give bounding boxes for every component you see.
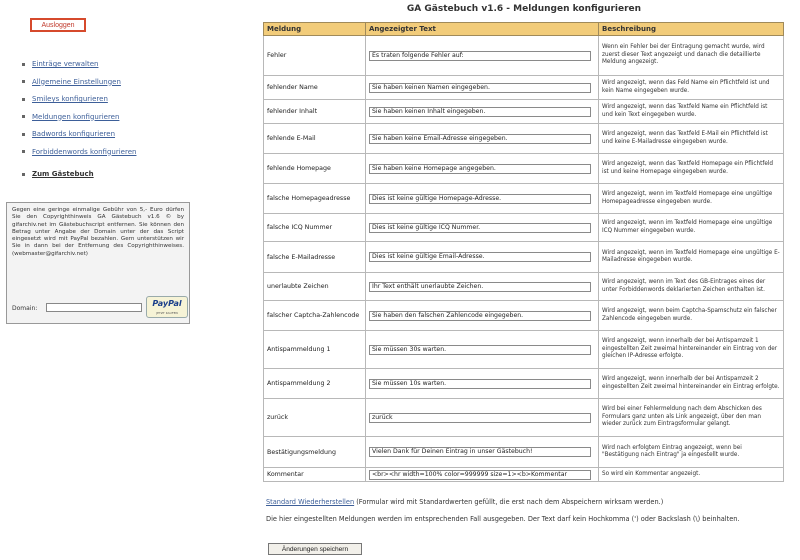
message-name: fehlende E-Mail — [264, 124, 366, 154]
nav-item-badwords — [22, 126, 136, 144]
message-name: fehlende Homepage — [264, 154, 366, 184]
nav-link-smileys[interactable]: Smileys konfigurieren — [32, 95, 108, 103]
restore-note: (Formular wird mit Standardwerten gefüllt, die erst nach dem Abspeichern wirksam werden.) — [354, 498, 664, 506]
domain-label: Domain: — [12, 305, 38, 312]
table-row — [264, 301, 784, 331]
bullet-icon — [22, 133, 25, 136]
message-text-input[interactable]: Vielen Dank für Deinen Eintrag in unser Gästebuch! — [369, 447, 591, 457]
message-text-input[interactable]: Sie haben keinen Inhalt eingegeben. — [369, 107, 591, 117]
header-message: Meldung — [264, 23, 366, 36]
bullet-icon — [22, 115, 25, 118]
message-text-cell — [366, 468, 599, 482]
message-text-cell — [366, 100, 599, 124]
message-text-cell — [366, 242, 599, 273]
table-row — [264, 468, 784, 482]
nav-link-forbiddenwords[interactable]: Forbiddenwords konfigurieren — [32, 147, 137, 156]
message-name: Bestätigungsmeldung — [264, 437, 366, 468]
bullet-icon — [22, 63, 25, 66]
page-title: GA Gästebuch v1.6 - Meldungen konfigurieren — [406, 4, 642, 14]
message-text-input[interactable]: Dies ist keine gültige Email-Adresse. — [369, 252, 591, 262]
footer — [266, 498, 782, 523]
nav-link-entries[interactable]: Einträge verwalten — [32, 60, 99, 68]
message-description: Wird angezeigt, wenn das Feld Name ein Pflichtfeld ist und kein Name eingegeben wurde. — [599, 76, 784, 100]
paypal-logo: PayPal — [152, 299, 182, 308]
message-text-input[interactable]: Dies ist keine gültige ICQ Nummer. — [369, 223, 591, 233]
table-row — [264, 399, 784, 437]
nav-item-smileys — [22, 91, 136, 109]
message-name: falsche ICQ Nummer — [264, 214, 366, 242]
message-description: Wird angezeigt, wenn das Textfeld E-Mail ein Pflichtfeld ist und keine E-Mailadresse eingegeben wurde. — [599, 124, 784, 154]
nav-item-entries — [22, 56, 136, 74]
admin-nav — [22, 56, 136, 161]
message-description: Wird angezeigt, wenn im Textfeld Homepage eine ungültige E-Mailadresse eingegeben wurde. — [599, 242, 784, 273]
message-name: Antispammeldung 2 — [264, 369, 366, 399]
message-text-input[interactable]: Sie haben keine Homepage angegeben. — [369, 164, 591, 174]
message-description: Wird angezeigt, wenn innerhalb der bei Antispamzeit 2 eingestellten Zeit zweimal hintereinander ein Eintrag erfolgte. — [599, 369, 784, 399]
message-name: fehlender Inhalt — [264, 100, 366, 124]
message-text-input[interactable]: Sie haben den falschen Zahlencode eingegeben. — [369, 311, 591, 321]
domain-input[interactable] — [46, 303, 142, 312]
message-name: falscher Captcha-Zahlencode — [264, 301, 366, 331]
bullet-icon — [22, 173, 25, 176]
message-text-cell — [366, 154, 599, 184]
message-text-input[interactable]: Sie müssen 30s warten. — [369, 345, 591, 355]
table-header-row — [264, 23, 784, 36]
nav-item-forbiddenwords — [22, 144, 136, 162]
nav-link-messages[interactable]: Meldungen konfigurieren — [32, 112, 120, 121]
message-text-cell — [366, 369, 599, 399]
message-name: Antispammeldung 1 — [264, 331, 366, 369]
message-text-input[interactable]: Es traten folgende Fehler auf: — [369, 51, 591, 61]
header-description: Beschreibung — [599, 23, 784, 36]
table-row — [264, 100, 784, 124]
message-text-cell — [366, 36, 599, 76]
paypal-subtitle: JETZT KAUFEN — [156, 311, 178, 315]
message-text-input[interactable]: Sie haben keine Email-Adresse eingegeben. — [369, 134, 591, 144]
message-description: So wird ein Kommentar angezeigt. — [599, 468, 784, 482]
back-to-guestbook-link[interactable]: Zum Gästebuch — [32, 170, 94, 178]
message-description: Wird angezeigt, wenn das Textfeld Name ein Pflichtfeld ist und kein Text eingegeben wurde. — [599, 100, 784, 124]
message-description: Wird bei einer Fehlermeldung nach dem Abschicken des Formulars ganz unten als Link angezeigt, über den man wieder zurück zum Eintragsformular gelangt. — [599, 399, 784, 437]
message-text-cell — [366, 76, 599, 100]
message-description: Wird angezeigt, wenn das Textfeld Homepage ein Pflichtfeld ist und keine Homepage eingegeben wurde. — [599, 154, 784, 184]
table-row — [264, 154, 784, 184]
message-text-cell — [366, 331, 599, 369]
message-text-cell — [366, 437, 599, 468]
message-name: falsche E-Mailadresse — [264, 242, 366, 273]
message-name: fehlender Name — [264, 76, 366, 100]
message-text-cell — [366, 301, 599, 331]
message-description: Wird angezeigt, wenn im Text des GB-Eintrages eines der unter Forbiddenwords deklarierten Zeichen enthalten ist. — [599, 273, 784, 301]
donation-box — [6, 202, 190, 324]
header-displayed-text: Angezeigter Text — [366, 23, 599, 36]
message-description: Wird angezeigt, wenn im Textfeld Homepage eine ungültige Homepageadresse eingegeben wurde. — [599, 184, 784, 214]
nav-link-general-settings[interactable]: Allgemeine Einstellungen — [32, 77, 121, 86]
message-text-input[interactable]: Sie müssen 10s warten. — [369, 379, 591, 389]
table-row — [264, 184, 784, 214]
back-to-guestbook — [22, 170, 94, 178]
message-name: unerlaubte Zeichen — [264, 273, 366, 301]
table-row — [264, 124, 784, 154]
message-name: Kommentar — [264, 468, 366, 482]
nav-link-badwords[interactable]: Badwords konfigurieren — [32, 130, 116, 138]
table-row — [264, 331, 784, 369]
bullet-icon — [22, 150, 25, 153]
table-row — [264, 369, 784, 399]
message-text-input[interactable]: <br><hr width=100% color=999999 size=1><b>Kommentar — [369, 470, 591, 480]
message-name: Fehler — [264, 36, 366, 76]
nav-item-general-settings — [22, 74, 136, 92]
table-row — [264, 214, 784, 242]
message-text-cell — [366, 124, 599, 154]
message-text-input[interactable]: Sie haben keinen Namen eingegeben. — [369, 83, 591, 93]
hint-text: Die hier eingestellten Meldungen werden im entsprechenden Fall ausgegeben. Der Text darf kein Hochkomma (') oder Backslash (\) beinhalten. — [266, 515, 740, 523]
bullet-icon — [22, 80, 25, 83]
restore-row — [266, 498, 782, 506]
table-row — [264, 437, 784, 468]
message-description: Wird angezeigt, wenn innerhalb der bei Antispamzeit 1 eingestellten Zeit zweimal hintereinander ein Eintrag von der gleichen IP-Adresse erfolgte. — [599, 331, 784, 369]
message-description: Wenn ein Fehler bei der Eintragung gemacht wurde, wird zuerst dieser Text angezeigt und danach die detaillierte Meldung angezeigt. — [599, 36, 784, 76]
nav-item-messages — [22, 109, 136, 127]
message-text-cell — [366, 399, 599, 437]
message-name: falsche Homepageadresse — [264, 184, 366, 214]
message-description: Wird angezeigt, wenn beim Captcha-Spamschutz ein falscher Zahlencode eingegeben wurde. — [599, 301, 784, 331]
save-changes-button[interactable]: Änderungen speichern — [268, 543, 362, 555]
table-row — [264, 273, 784, 301]
messages-table — [263, 22, 784, 482]
message-text-input[interactable]: zurück — [369, 413, 591, 423]
message-text-input[interactable]: Dies ist keine gültige Homepage-Adresse. — [369, 194, 591, 204]
logout-button[interactable]: Ausloggen — [30, 18, 86, 32]
donation-text: Gegen eine geringe einmalige Gebühr von 5,- Euro dürfen Sie den Copyrighthinweis GA Gästebuch v1.6 © by gifarchiv.net im Gästebuchscript entfernen. Sie können den Betrag unter Angabe der Domain unter der das Script eingesetzt wird mit PayPal bezahlen. Gern unterstützen wir Sie in dann bei der Entfernung des Copyrighthinweises. (webmaster@gifarchiv.net) — [12, 207, 184, 257]
table-row — [264, 242, 784, 273]
message-text-cell — [366, 273, 599, 301]
message-name: zurück — [264, 399, 366, 437]
paypal-button[interactable] — [146, 296, 188, 318]
message-text-cell — [366, 214, 599, 242]
restore-defaults-link[interactable]: Standard Wiederherstellen — [266, 498, 355, 506]
message-text-cell — [366, 184, 599, 214]
message-description: Wird nach erfolgtem Eintrag angezeigt, wenn bei "Bestätigung nach Eintrag" ja eingestellt wurde. — [599, 437, 784, 468]
bullet-icon — [22, 98, 25, 101]
table-row — [264, 36, 784, 76]
message-text-input[interactable]: Ihr Text enthält unerlaubte Zeichen. — [369, 282, 591, 292]
table-row — [264, 76, 784, 100]
message-description: Wird angezeigt, wenn im Textfeld Homepage eine ungültige ICQ Nummer eingegeben wurde. — [599, 214, 784, 242]
